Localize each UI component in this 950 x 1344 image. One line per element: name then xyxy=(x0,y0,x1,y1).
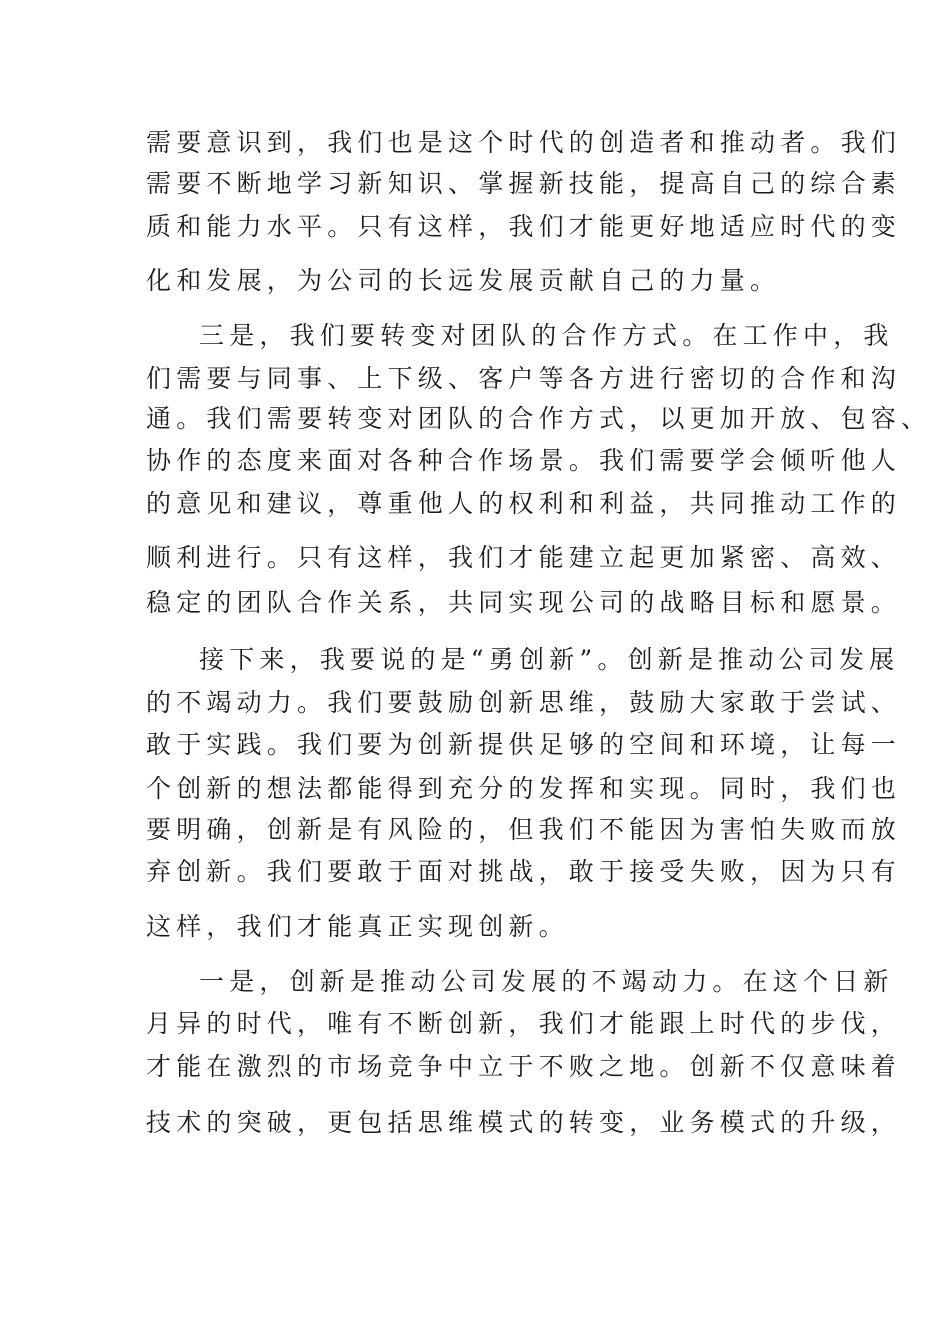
text-line: 稳定的团队合作关系，共同实现公司的战略目标和愿景。 xyxy=(146,588,902,617)
paragraph-first-line: 一是，创新是推动公司发展的不竭动力。在这个日新 xyxy=(199,967,894,996)
text-line: 质和能力水平。只有这样，我们才能更好地适应时代的变 xyxy=(146,212,902,241)
text-line: 顺利进行。只有这样，我们才能建立起更加紧密、高效、 xyxy=(146,543,902,572)
text-line: 通。我们需要转变对团队的合作方式，以更加开放、包容、 xyxy=(146,404,932,433)
text-line: 需要意识到，我们也是这个时代的创造者和推动者。我们 xyxy=(146,128,902,157)
text-line: 才能在激烈的市场竞争中立于不败之地。创新不仅意味着 xyxy=(146,1052,902,1081)
text-line: 技术的突破，更包括思维模式的转变，业务模式的升级， xyxy=(146,1108,902,1137)
text-line: 们需要与同事、上下级、客户等各方进行密切的合作和沟 xyxy=(146,364,902,393)
text-line: 这样，我们才能真正实现创新。 xyxy=(146,912,569,941)
text-line: 弃创新。我们要敢于面对挑战，敢于接受失败，因为只有 xyxy=(146,857,902,886)
text-line: 的不竭动力。我们要鼓励创新思维，鼓励大家敢于尝试、 xyxy=(146,688,902,717)
text-line: 需要不断地学习新知识、掌握新技能，提高自己的综合素 xyxy=(146,169,902,198)
text-line: 个创新的想法都能得到充分的发挥和实现。同时，我们也 xyxy=(146,774,902,803)
paragraph-first-line: 接下来，我要说的是“勇创新”。创新是推动公司发展 xyxy=(199,645,900,674)
text-line: 要明确，创新是有风险的，但我们不能因为害怕失败而放 xyxy=(146,815,902,844)
text-line: 月异的时代，唯有不断创新，我们才能跟上时代的步伐， xyxy=(146,1009,902,1038)
paragraph-first-line: 三是，我们要转变对团队的合作方式。在工作中，我 xyxy=(199,321,894,350)
text-line: 的意见和建议，尊重他人的权利和利益，共同推动工作的 xyxy=(146,489,902,518)
text-line: 协作的态度来面对各种合作场景。我们需要学会倾听他人 xyxy=(146,446,902,475)
text-line: 敢于实践。我们要为创新提供足够的空间和环境，让每一 xyxy=(146,730,902,759)
text-line: 化和发展，为公司的长远发展贡献自己的力量。 xyxy=(146,266,781,295)
